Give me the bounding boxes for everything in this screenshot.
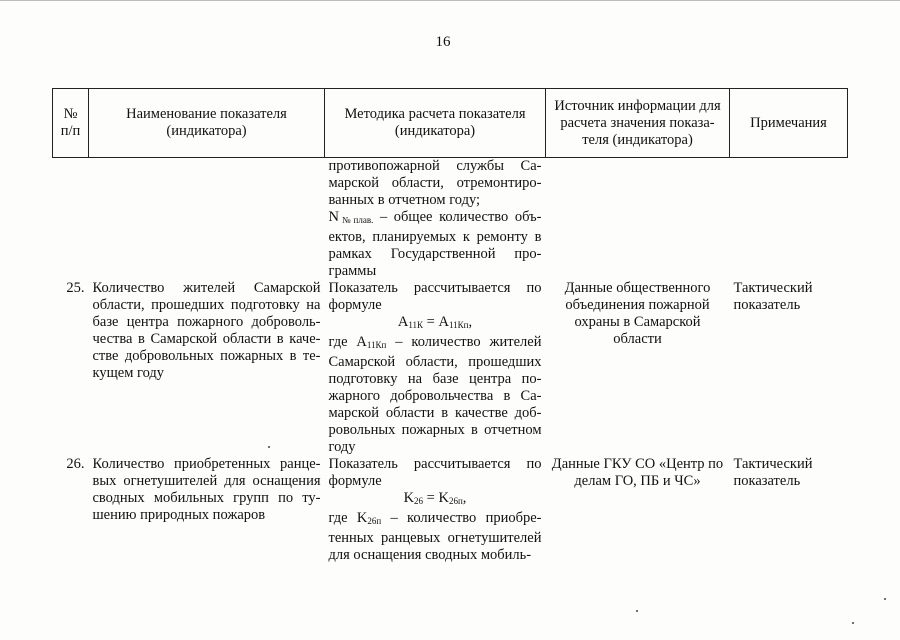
table-row-continuation xyxy=(53,158,848,281)
continuation-variable-line: $N_{№плав.}$ – общее количество объ- xyxy=(328,209,542,225)
indicator-name: Количество жителей Самарской области, прошедших подготовку на базе центра пожарного доброволь-чества в Самарской области в каче-стве добровольных пожарных в те-кущем году xyxy=(92,280,321,381)
header-notes: Примечания xyxy=(730,89,848,158)
indicator-name: Количество приобретенных ранце-вых огнетушителей для оснащения сводных мобильных групп по ту-шению природных пожаров xyxy=(92,456,321,523)
header-num: № п/п xyxy=(53,89,89,158)
formula: $K_{26} = K_{26п}$, xyxy=(403,490,467,506)
row-number: 26. xyxy=(66,456,85,472)
indicator-source: Данные общественного объединения пожарной охраны в Самарской области xyxy=(564,280,711,347)
table-header-row xyxy=(53,89,848,158)
table-row xyxy=(53,456,848,564)
row-number: 25. xyxy=(66,280,85,296)
indicator-notes: Тактический показатель xyxy=(733,456,813,489)
header-method: Методика расчета показателя (индикатора) xyxy=(325,89,546,158)
scan-speck xyxy=(268,446,270,448)
formula: $A_{11К} = A_{11Кп}$, xyxy=(397,314,473,330)
indicator-notes: Тактический показатель xyxy=(733,280,813,313)
indicator-method: Показатель рассчитывается по формуле $A_{11К} = A_{11Кп}$, где $A_{11Кп}$ – количество жителей Самарской области, прошедших подготовку на базе центра по-жарного добровольчества в Са-марской области в качестве доб-ровольных пожарных в отчетном году xyxy=(328,280,542,455)
header-source: Источник информации для расчета значения показа- теля (индикатора) xyxy=(546,89,730,158)
header-name: Наименование показателя (индикатора) xyxy=(89,89,325,158)
indicators-table xyxy=(52,88,848,564)
page-top-edge xyxy=(0,0,900,1)
indicator-method: Показатель рассчитывается по формуле $K_{26} = K_{26п}$, где $K_{26п}$ – количество приобре-тенных ранцевых огнетушителей для оснащения сводных мобиль- xyxy=(328,456,542,563)
continuation-method: противопожарной службы Са- марской области, отремонтиро- ванных в отчетном году; $N_{№плав.}$ – общее количество объ- ектов, планируемых к ремонту в рамках Государственной про- граммы xyxy=(328,158,542,279)
table-row xyxy=(53,280,848,456)
indicator-source: Данные ГКУ СО «Центр по делам ГО, ПБ и ЧС» xyxy=(551,456,724,489)
page-number: 16 xyxy=(435,34,451,50)
scan-speck xyxy=(636,610,638,612)
scan-speck xyxy=(884,598,886,600)
scan-speck xyxy=(852,622,854,624)
